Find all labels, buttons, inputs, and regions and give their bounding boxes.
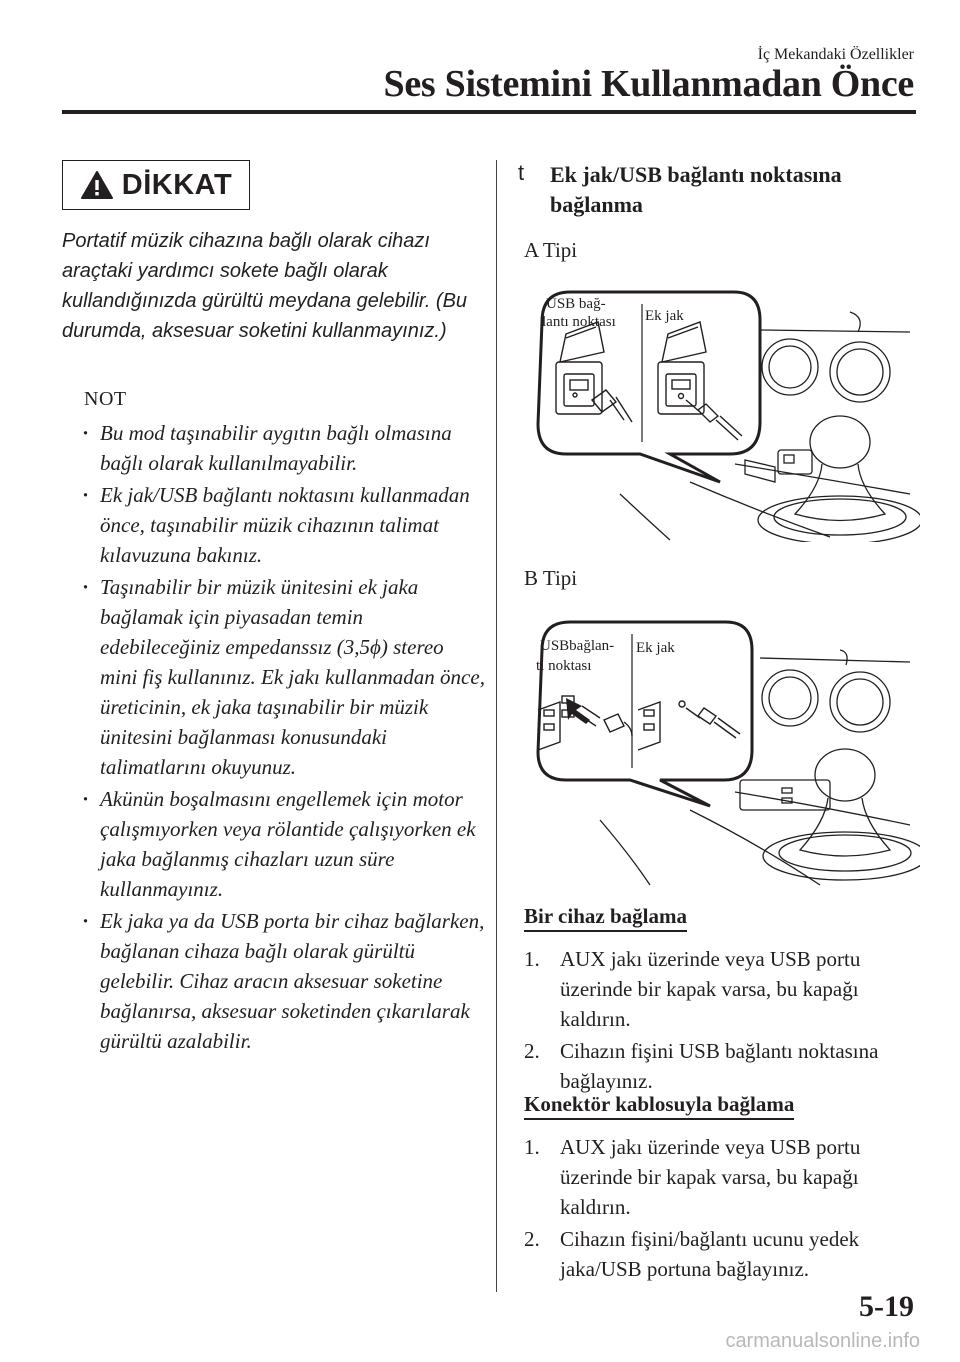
type-a-aux-label: Ek jak	[645, 308, 684, 324]
caution-box	[62, 160, 250, 210]
section-heading: Ek jak/USB bağlantı noktasına bağlanma	[550, 162, 842, 217]
step-text: Cihazın fişini/bağlantı ucunu yedek jaka/USB portuna bağlayınız.	[560, 1227, 860, 1281]
connect-device-steps	[524, 944, 914, 1098]
step-number: 1.	[524, 1135, 540, 1159]
note-label: NOT	[84, 388, 127, 410]
note-item: · Bu mod taşınabilir aygıtın bağlı olmasına bağlı olarak kullanılmayabilir.	[76, 418, 486, 478]
column-divider	[496, 160, 497, 1292]
step-item	[524, 944, 914, 1034]
page-number: 5-19	[859, 1290, 914, 1323]
note-list	[76, 418, 486, 1058]
note-item: · Akünün boşalmasını engellemek için motor çalışmıyorken veya rölantide çalışıyorken ek jaka bağlanmış cihazları uzun süre kullanmayınız.	[76, 784, 486, 904]
figure-type-b	[520, 610, 920, 890]
section-marker: t	[518, 160, 525, 185]
header-rule	[62, 110, 916, 114]
step-number: 1.	[524, 947, 540, 971]
page-title: Ses Sistemini Kullanmadan Önce	[383, 63, 914, 105]
caution-label: DİKKAT	[121, 168, 233, 201]
figure-type-a	[520, 282, 920, 542]
watermark: carmanualsonline.info	[725, 1330, 920, 1352]
type-b-aux-label: Ek jak	[636, 640, 675, 656]
note-item: · Taşınabilir bir müzik ünitesini ek jaka bağlamak için piyasadan temin edebileceğiniz empedanssız (3,5ϕ) stereo mini fiş kullanınız. Ek jakı kullanmadan önce, üreticinin, ek jaka taşınabilir bir müzik ünitesini bağlanması konusundaki talimatlarını okuyunuz.	[76, 572, 486, 782]
step-text: Cihazın fişini USB bağlantı noktasına bağlayınız.	[560, 1039, 879, 1093]
connect-cable-heading: Konektör kablosuyla bağlama	[524, 1092, 794, 1120]
warning-icon	[80, 170, 114, 200]
step-item	[524, 1224, 914, 1284]
step-text: AUX jakı üzerinde veya USB portu üzerinde bir kapak varsa, bu kapağı kaldırın.	[560, 947, 861, 1031]
note-item: · Ek jak/USB bağlantı noktasını kullanmadan önce, taşınabilir müzik cihazının talimat kılavuzuna bakınız.	[76, 480, 486, 570]
step-text: AUX jakı üzerinde veya USB portu üzerinde bir kapak varsa, bu kapağı kaldırın.	[560, 1135, 861, 1219]
step-item	[524, 1036, 914, 1096]
type-a-label: A Tipi	[524, 238, 578, 262]
step-item	[524, 1132, 914, 1222]
type-b-usb-label-1: USBbağlan-	[540, 638, 615, 654]
step-number: 2.	[524, 1039, 540, 1063]
header-section-title: İç Mekandaki Özellikler	[757, 46, 914, 63]
connect-cable-steps	[524, 1132, 914, 1286]
caution-text: Portatif müzik cihazına bağlı olarak cihazı araçtaki yardımcı sokete bağlı olarak kullandığınızda gürültü meydana gelebilir. (Bu durumda, aksesuar soketini kullanmayınız.)	[62, 230, 468, 342]
type-b-usb-label-2: tı noktası	[536, 658, 592, 674]
type-a-usb-label-1: USB bağ-	[546, 296, 606, 312]
step-number: 2.	[524, 1227, 540, 1251]
type-b-label: B Tipi	[524, 566, 578, 590]
connect-device-heading: Bir cihaz bağlama	[524, 904, 687, 932]
note-item: · Ek jaka ya da USB porta bir cihaz bağlarken, bağlanan cihaza bağlı olarak gürültü gelebilir. Cihaz aracın aksesuar soketine bağlanırsa, aksesuar soketinden çıkarılarak gürültü azalabilir.	[76, 906, 486, 1056]
type-a-usb-label-2: lantı noktası	[542, 314, 616, 330]
